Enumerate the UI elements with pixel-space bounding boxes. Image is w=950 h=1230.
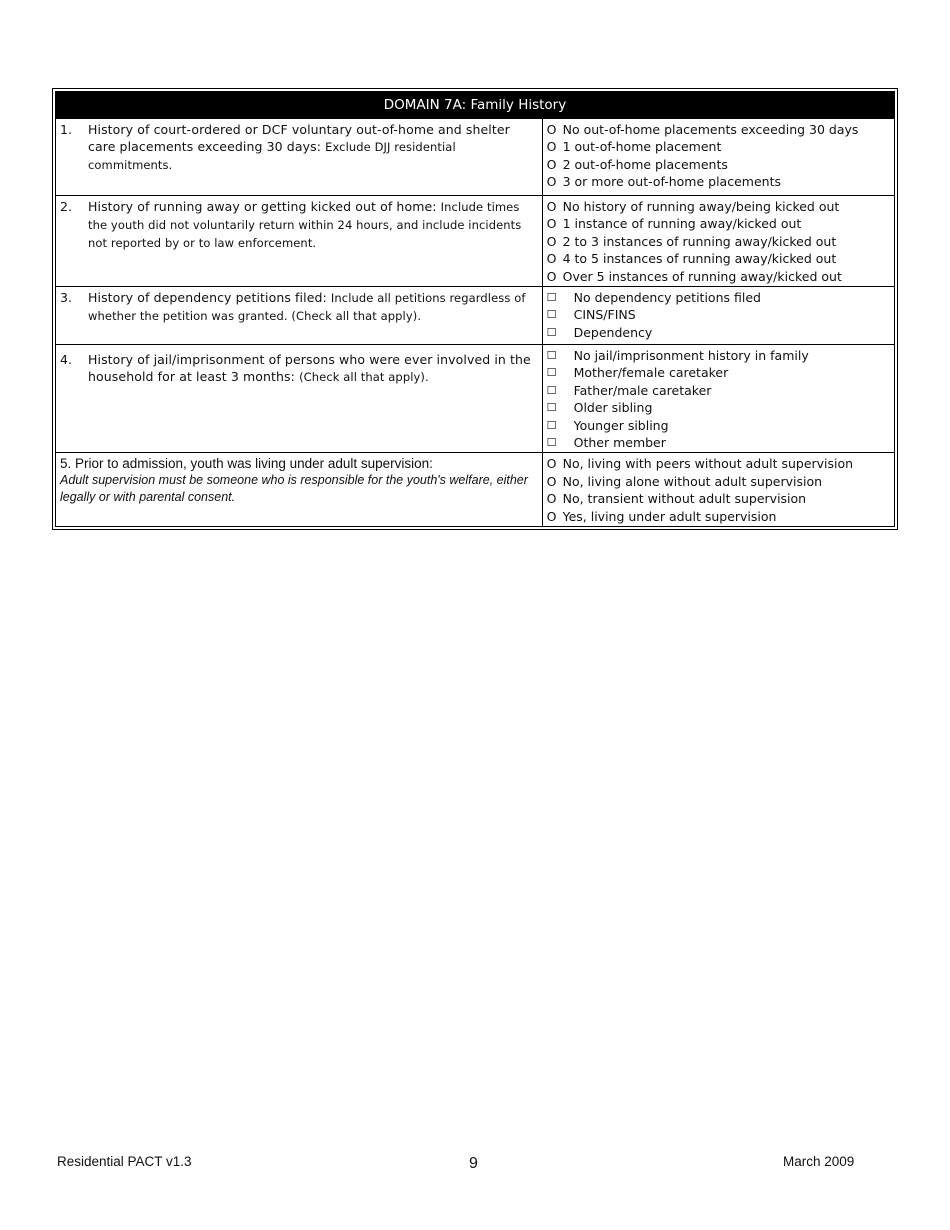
option-label: Father/male caretaker <box>573 382 712 398</box>
checkbox-option[interactable] <box>547 364 890 381</box>
radio-option[interactable] <box>547 215 890 232</box>
question-text: History of jail/imprisonment of persons who were ever involved in the household for at least 3 months: <box>88 352 531 385</box>
footer-page-number: 9 <box>469 1155 478 1172</box>
question-4 <box>56 345 543 453</box>
option-label: Yes, living under adult supervision <box>562 508 777 524</box>
question-number: 3. <box>60 290 73 306</box>
footer-date: March 2009 <box>783 1154 855 1169</box>
checkbox-icon[interactable]: ☐ <box>546 383 557 397</box>
option-label: 2 out-of-home placements <box>562 156 728 172</box>
checkbox-option[interactable] <box>547 417 890 434</box>
option-label: Other member <box>573 435 666 451</box>
question-number: 2. <box>60 199 73 214</box>
question-text: 5. Prior to admission, youth was living under adult supervision: <box>60 456 433 472</box>
radio-marker-icon[interactable]: O <box>546 174 557 190</box>
option-label: No dependency petitions filed <box>573 290 761 306</box>
checkbox-icon[interactable]: ☐ <box>546 366 557 380</box>
question-row-4 <box>56 345 895 453</box>
radio-option[interactable] <box>547 455 890 472</box>
checkbox-icon[interactable]: ☐ <box>546 325 557 339</box>
radio-option[interactable] <box>547 268 890 285</box>
answer-options-2 <box>542 196 894 287</box>
question-number: 4. <box>60 352 73 368</box>
radio-option[interactable] <box>547 250 890 267</box>
family-history-form <box>52 88 898 530</box>
question-1 <box>56 119 543 196</box>
form-table <box>55 91 895 527</box>
option-label: 1 instance of running away/kicked out <box>562 216 802 232</box>
radio-marker-icon[interactable]: O <box>546 216 557 232</box>
question-row-3 <box>56 287 895 345</box>
radio-option[interactable] <box>547 198 890 215</box>
option-label: 3 or more out-of-home placements <box>562 174 781 190</box>
radio-option[interactable] <box>547 233 890 250</box>
radio-marker-icon[interactable]: O <box>546 251 557 267</box>
question-note: Include times the youth did not voluntarily return within 24 hours, and include incidents not reported by or to law enforcement. <box>88 200 522 250</box>
question-note: Include all petitions regardless of whether the petition was granted. (Check all that apply). <box>88 291 526 324</box>
answer-options-4 <box>542 345 894 453</box>
option-label: 4 to 5 instances of running away/kicked out <box>562 251 837 267</box>
radio-marker-icon[interactable]: O <box>546 268 557 284</box>
question-row-2 <box>56 196 895 287</box>
checkbox-icon[interactable]: ☐ <box>546 308 557 322</box>
radio-option[interactable] <box>547 473 890 490</box>
radio-marker-icon[interactable]: O <box>546 456 557 472</box>
option-label: CINS/FINS <box>573 307 636 323</box>
radio-marker-icon[interactable]: O <box>546 233 557 249</box>
checkbox-option[interactable] <box>547 324 890 341</box>
question-text: History of running away or getting kicked out of home: <box>88 199 437 214</box>
question-number: 1. <box>60 122 73 137</box>
question-text: History of court-ordered or DCF voluntary out-of-home and shelter care placements exceeding 30 days: <box>88 122 510 154</box>
question-note: Exclude DJJ residential commitments. <box>88 140 456 172</box>
radio-marker-icon[interactable]: O <box>546 473 557 489</box>
option-label: No jail/imprisonment history in family <box>573 348 809 364</box>
answer-options-1 <box>542 119 894 196</box>
checkbox-icon[interactable]: ☐ <box>546 291 557 305</box>
question-row-5 <box>56 453 895 527</box>
checkbox-option[interactable] <box>547 289 890 306</box>
option-label: No, living alone without adult supervision <box>562 473 823 489</box>
answer-options-5 <box>542 453 894 527</box>
checkbox-option[interactable] <box>547 347 890 364</box>
radio-marker-icon[interactable]: O <box>546 122 557 137</box>
radio-option[interactable] <box>547 173 890 190</box>
radio-marker-icon[interactable]: O <box>546 199 557 214</box>
question-text: History of dependency petitions filed: <box>88 290 327 306</box>
radio-option[interactable] <box>547 490 890 507</box>
option-label: No, living with peers without adult supervision <box>562 456 854 472</box>
option-label: Dependency <box>573 324 653 340</box>
option-label: No history of running away/being kicked out <box>562 199 840 214</box>
radio-option[interactable] <box>547 156 890 173</box>
checkbox-option[interactable] <box>547 382 890 399</box>
answer-options-3 <box>542 287 894 345</box>
option-label: 1 out-of-home placement <box>562 139 722 155</box>
radio-marker-icon[interactable]: O <box>546 491 557 507</box>
footer-document-version: Residential PACT v1.3 <box>57 1154 192 1169</box>
question-note: Adult supervision must be someone who is responsible for the youth's welfare, either legally or with parental consent. <box>60 473 528 505</box>
option-label: Over 5 instances of running away/kicked out <box>562 268 842 284</box>
question-row-1 <box>56 119 895 196</box>
radio-option[interactable] <box>547 121 890 138</box>
radio-option[interactable] <box>547 138 890 155</box>
option-label: No out-of-home placements exceeding 30 days <box>562 122 859 137</box>
option-label: No, transient without adult supervision <box>562 491 807 507</box>
checkbox-option[interactable] <box>547 434 890 451</box>
option-label: Younger sibling <box>573 417 669 433</box>
checkbox-option[interactable] <box>547 399 890 416</box>
domain-header: DOMAIN 7A: Family History <box>56 92 895 119</box>
checkbox-icon[interactable]: ☐ <box>546 418 557 432</box>
checkbox-icon[interactable]: ☐ <box>546 436 557 450</box>
checkbox-icon[interactable]: ☐ <box>546 401 557 415</box>
question-5 <box>56 453 543 527</box>
radio-marker-icon[interactable]: O <box>546 156 557 172</box>
option-label: 2 to 3 instances of running away/kicked out <box>562 233 837 249</box>
option-label: Older sibling <box>573 400 653 416</box>
option-label: Mother/female caretaker <box>573 365 729 381</box>
question-note: (Check all that apply). <box>299 370 429 385</box>
radio-marker-icon[interactable]: O <box>546 139 557 155</box>
question-2 <box>56 196 543 287</box>
radio-option[interactable] <box>547 508 890 525</box>
checkbox-icon[interactable]: ☐ <box>546 349 557 363</box>
checkbox-option[interactable] <box>547 306 890 323</box>
question-3 <box>56 287 543 345</box>
radio-marker-icon[interactable]: O <box>546 508 557 524</box>
